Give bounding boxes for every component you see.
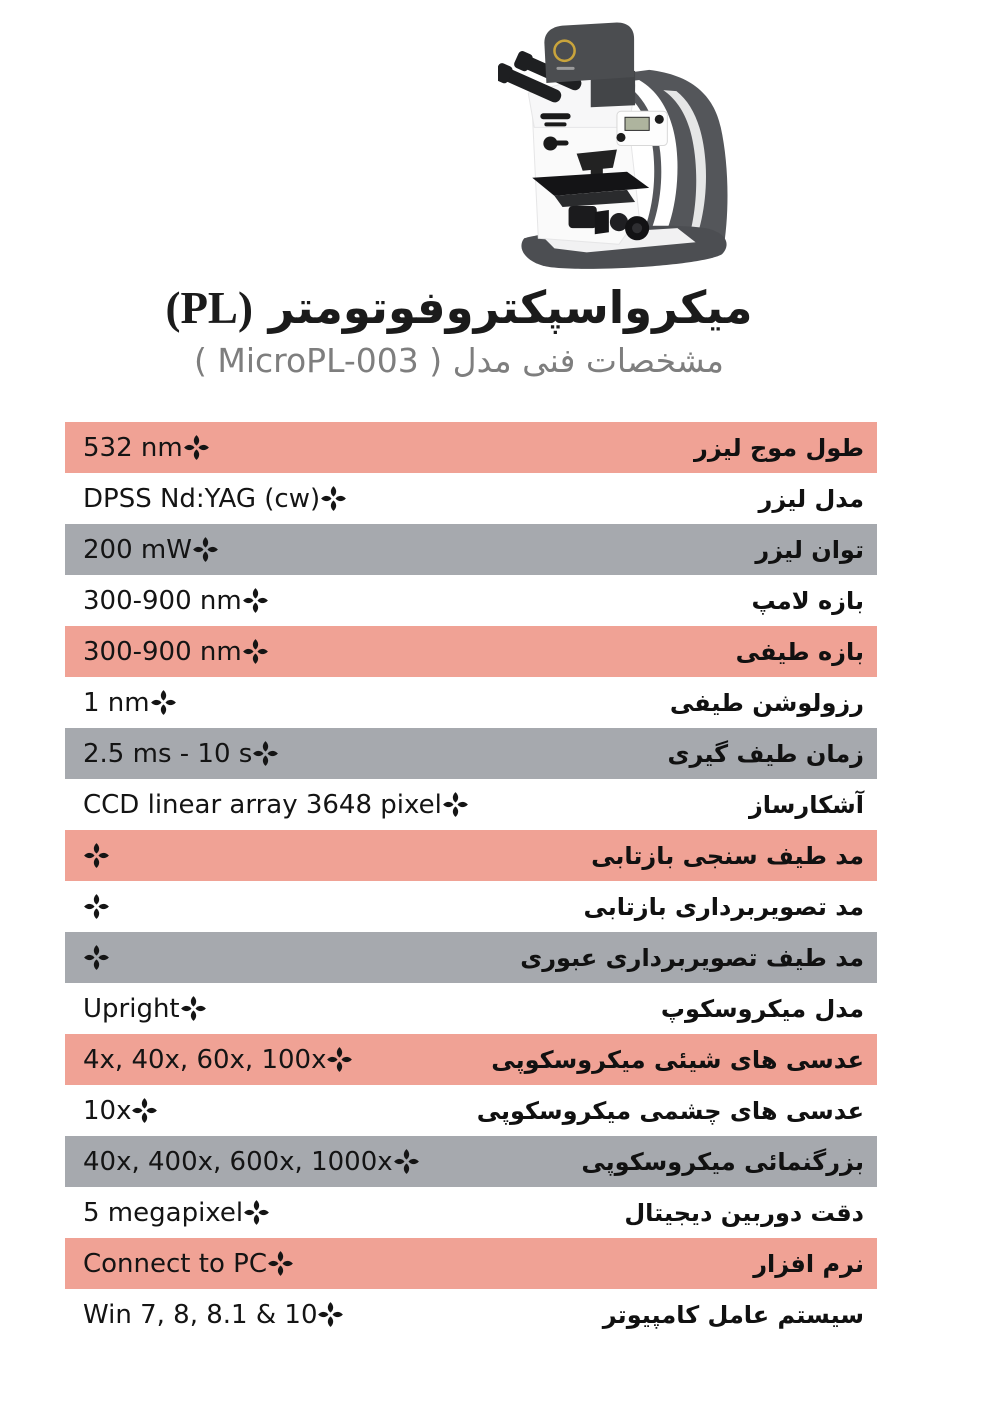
spec-value: Connect to PC (65, 1248, 294, 1279)
spec-value: CCD linear array 3648 pixel (65, 789, 469, 820)
spec-label: توان لیزر (755, 535, 864, 564)
page-subtitle-model: ( MicroPL-003 ) (193, 340, 443, 380)
page-subtitle (0, 341, 918, 381)
page-title (0, 282, 918, 335)
page-title-fa: میکرواسپکتروفوتومتر (268, 281, 753, 334)
upright-microscope-drawing (498, 14, 750, 272)
spec-value: 300-900 nm (65, 585, 269, 616)
header (0, 282, 918, 380)
table-row (65, 932, 877, 983)
spec-label: بازه طیفی (735, 637, 864, 666)
spec-value: DPSS Nd:YAG (cw) (65, 483, 347, 514)
page-subtitle-fa: مشخصات فنی مدل (452, 340, 724, 380)
table-row (65, 728, 877, 779)
spec-label: عدسی های چشمی میکروسکوپی (476, 1096, 864, 1125)
four-petal-asterisk-icon (83, 891, 110, 922)
spec-value: 40x, 400x, 600x, 1000x (65, 1146, 420, 1177)
spec-value: 300-900 nm (65, 636, 269, 667)
table-row (65, 881, 877, 932)
spec-label: عدسی های شیئی میکروسکوپی (491, 1045, 864, 1074)
camera-head (544, 23, 634, 83)
spec-label: دقت دوربین دیجیتال (624, 1198, 864, 1227)
spec-label: زمان طیف گیری (667, 739, 864, 768)
table-row (65, 1289, 877, 1340)
spec-label: بزرگنمائی میکروسکوپی (581, 1147, 864, 1176)
spec-label: مدل لیزر (758, 484, 864, 513)
four-petal-asterisk-icon (150, 687, 177, 718)
spec-value: Upright (65, 993, 207, 1024)
spec-value: 1 nm (65, 687, 177, 718)
four-petal-asterisk-icon (242, 636, 269, 667)
four-petal-asterisk-icon (252, 738, 279, 769)
four-petal-asterisk-icon (393, 1146, 420, 1177)
spec-label: رزولوشن طیفی (669, 688, 864, 717)
spec-label: مدل میکروسکوپ (660, 994, 864, 1023)
table-row (65, 779, 877, 830)
table-row (65, 575, 877, 626)
spec-value: 10x (65, 1095, 158, 1126)
spec-label: مد طیف تصویربرداری عبوری (520, 943, 864, 972)
table-row (65, 422, 877, 473)
four-petal-asterisk-icon (442, 789, 469, 820)
spec-value: 200 mW (65, 534, 219, 565)
spec-value: 4x, 40x, 60x, 100x (65, 1044, 353, 1075)
table-row (65, 830, 877, 881)
spec-value (65, 942, 110, 973)
spec-label: مد طیف سنجی بازتابی (591, 841, 864, 870)
four-petal-asterisk-icon (192, 534, 219, 565)
four-petal-asterisk-icon (243, 1197, 270, 1228)
four-petal-asterisk-icon (131, 1095, 158, 1126)
spec-value: 2.5 ms - 10 s (65, 738, 279, 769)
spec-value: Win 7, 8, 8.1 & 10 (65, 1299, 344, 1330)
four-petal-asterisk-icon (83, 942, 110, 973)
spec-label: مد تصویربرداری بازتابی (583, 892, 864, 921)
table-row (65, 1187, 877, 1238)
table-row (65, 1034, 877, 1085)
four-petal-asterisk-icon (320, 483, 347, 514)
spec-label: بازه لامپ (751, 586, 864, 615)
spec-value: 532 nm (65, 432, 210, 463)
spec-value: 5 megapixel (65, 1197, 270, 1228)
four-petal-asterisk-icon (326, 1044, 353, 1075)
table-row (65, 473, 877, 524)
spec-label: سیستم عامل کامپیوتر (602, 1300, 864, 1329)
four-petal-asterisk-icon (183, 432, 210, 463)
page-title-latin: (PL) (165, 283, 253, 333)
control-panel (616, 111, 667, 145)
spec-label: طول موج لیزر (694, 433, 864, 462)
four-petal-asterisk-icon (242, 585, 269, 616)
table-row (65, 677, 877, 728)
table-row (65, 1238, 877, 1289)
spec-label: نرم افزار (753, 1249, 864, 1278)
four-petal-asterisk-icon (83, 840, 110, 871)
spec-table (65, 422, 877, 1340)
four-petal-asterisk-icon (180, 993, 207, 1024)
spec-value (65, 891, 110, 922)
microscope-illustration (498, 14, 750, 272)
spec-value (65, 840, 110, 871)
table-row (65, 524, 877, 575)
four-petal-asterisk-icon (317, 1299, 344, 1330)
four-petal-asterisk-icon (267, 1248, 294, 1279)
table-row (65, 983, 877, 1034)
spec-label: آشکارساز (748, 790, 864, 819)
table-row (65, 1085, 877, 1136)
table-row (65, 1136, 877, 1187)
table-row (65, 626, 877, 677)
